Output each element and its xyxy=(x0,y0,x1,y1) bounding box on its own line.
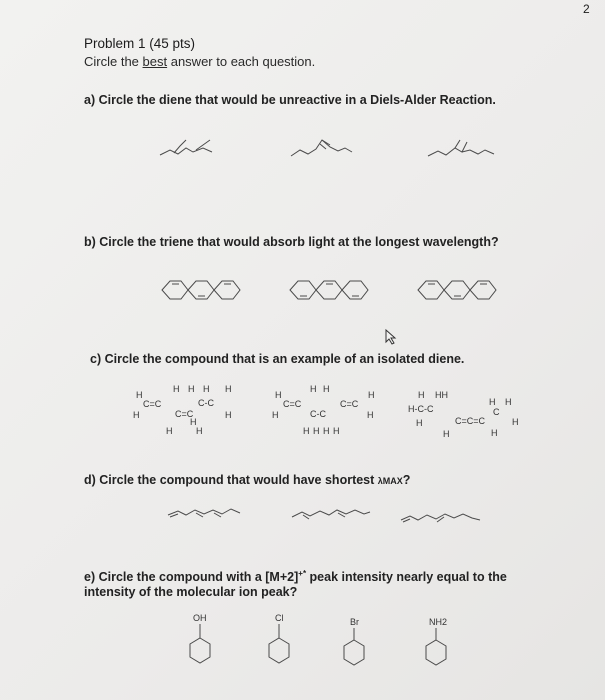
svg-text:H: H xyxy=(418,390,425,400)
svg-text:H: H xyxy=(203,384,210,394)
substituent-nh2: NH2 xyxy=(429,617,448,627)
svg-text:H: H xyxy=(443,429,450,439)
svg-text:H: H xyxy=(512,417,519,427)
svg-text:H: H xyxy=(136,390,143,400)
aniline-option[interactable] xyxy=(426,628,446,665)
svg-text:C=C: C=C xyxy=(283,399,302,409)
mouse-cursor-icon xyxy=(386,330,395,344)
question-d: d) Circle the compound that would have shortest λMAX? xyxy=(84,473,411,487)
svg-text:H: H xyxy=(188,384,195,394)
svg-text:H: H xyxy=(368,390,375,400)
substituent-br: Br xyxy=(350,617,359,627)
problem-instruction: Circle the best answer to each question. xyxy=(84,54,316,69)
svg-text:C=C: C=C xyxy=(340,399,359,409)
diene-option-3[interactable] xyxy=(428,140,494,156)
svg-text:H: H xyxy=(166,426,173,436)
svg-text:H: H xyxy=(333,426,340,436)
substituent-oh: OH xyxy=(193,613,207,623)
diene-option-2[interactable] xyxy=(291,140,352,156)
svg-text:H: H xyxy=(225,384,232,394)
svg-text:H: H xyxy=(272,410,279,420)
svg-text:H: H xyxy=(133,410,140,420)
question-a: a) Circle the diene that would be unreactive in a Diels-Alder Reaction. xyxy=(84,93,496,107)
svg-text:H: H xyxy=(190,417,197,427)
svg-text:H: H xyxy=(303,426,310,436)
svg-text:H-C-C: H-C-C xyxy=(408,404,434,414)
svg-text:C: C xyxy=(493,407,500,417)
triene-option-1[interactable] xyxy=(162,281,240,299)
polyene-option-3[interactable] xyxy=(401,514,480,522)
diene-compound-3[interactable] xyxy=(408,390,519,439)
chlorobenzene-option[interactable] xyxy=(269,624,289,663)
svg-text:C-C: C-C xyxy=(198,398,214,408)
svg-text:C=C: C=C xyxy=(175,409,194,419)
bromobenzene-option[interactable] xyxy=(344,628,364,665)
svg-text:H: H xyxy=(489,397,496,407)
substituent-cl: Cl xyxy=(275,613,284,623)
polyene-option-1[interactable] xyxy=(168,509,240,517)
svg-text:C-C: C-C xyxy=(310,409,326,419)
svg-text:H: H xyxy=(310,384,317,394)
svg-text:H: H xyxy=(173,384,180,394)
svg-text:HH: HH xyxy=(435,390,448,400)
svg-text:H: H xyxy=(323,384,330,394)
svg-text:H: H xyxy=(225,410,232,420)
svg-text:H: H xyxy=(491,428,498,438)
page-number: 2 xyxy=(583,2,590,16)
triene-option-3[interactable] xyxy=(418,281,496,299)
svg-text:H: H xyxy=(367,410,374,420)
phenol-option[interactable] xyxy=(190,624,210,663)
svg-text:C=C: C=C xyxy=(143,399,162,409)
question-e: e) Circle the compound with a [M+2]+* peak intensity nearly equal to the intensity of the molecular ion peak? xyxy=(84,569,507,600)
question-b: b) Circle the triene that would absorb light at the longest wavelength? xyxy=(84,235,499,249)
svg-text:C=C=C: C=C=C xyxy=(455,416,486,426)
diene-compound-1[interactable] xyxy=(133,384,232,436)
triene-option-2[interactable] xyxy=(290,281,368,299)
svg-text:H: H xyxy=(505,397,512,407)
polyene-option-2[interactable] xyxy=(292,510,370,519)
problem-title: Problem 1 (45 pts) xyxy=(84,36,196,51)
svg-text:H: H xyxy=(313,426,320,436)
svg-text:H: H xyxy=(323,426,330,436)
svg-text:H: H xyxy=(196,426,203,436)
svg-text:H: H xyxy=(416,418,423,428)
question-c: c) Circle the compound that is an example of an isolated diene. xyxy=(90,352,465,366)
diene-compound-2[interactable] xyxy=(272,384,375,436)
svg-text:H: H xyxy=(275,390,282,400)
emphasis-best: best xyxy=(142,54,168,69)
diene-option-1[interactable] xyxy=(160,140,212,155)
